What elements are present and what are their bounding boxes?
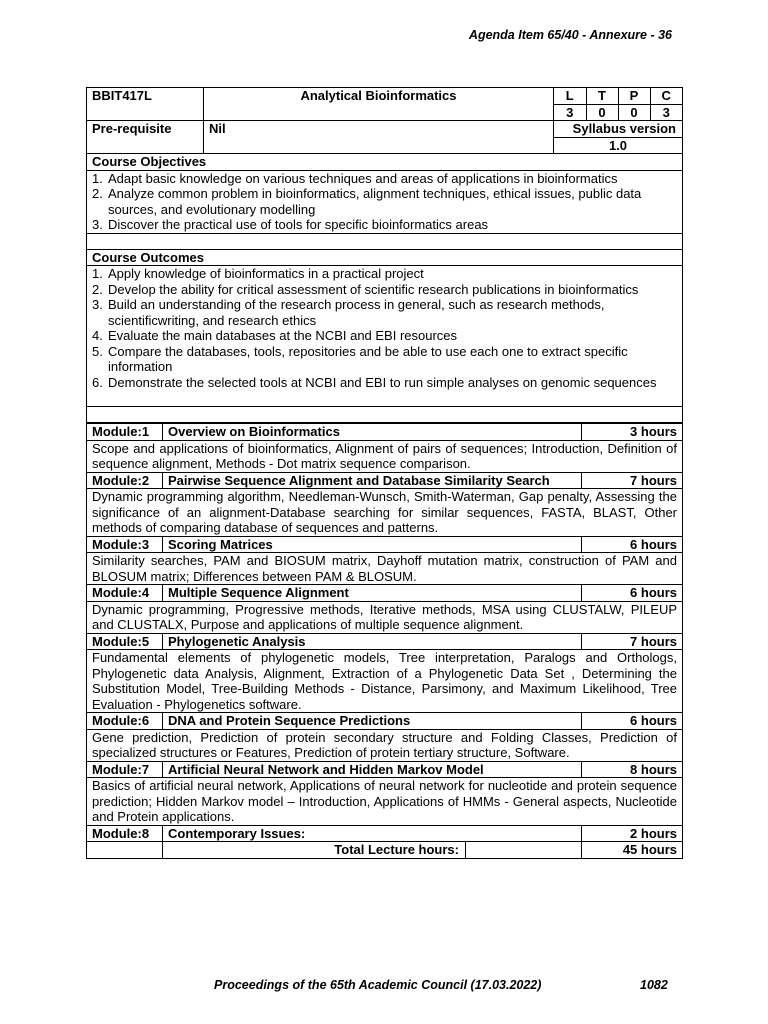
module-header-row	[87, 633, 683, 650]
outcomes-heading: Course Outcomes	[87, 249, 683, 266]
module-title: Contemporary Issues:	[163, 825, 582, 842]
module-content: Gene prediction, Prediction of protein secondary structure and Folding Classes, Prediction of specialized structures or Features, Prediction of protein tertiary structure, Software.	[87, 729, 683, 761]
list-item	[92, 266, 677, 282]
list-item-text: Build an understanding of the research process in general, such as research methods, scientificwriting, and research ethics	[108, 297, 605, 328]
list-item-number: 2.	[92, 281, 103, 297]
ltpc-header	[554, 88, 683, 121]
module-title: Multiple Sequence Alignment	[163, 585, 582, 602]
list-item-number: 3.	[92, 297, 103, 312]
module-label: Module:4	[87, 585, 163, 602]
module-hours: 7 hours	[582, 472, 683, 489]
module-title: DNA and Protein Sequence Predictions	[163, 713, 582, 730]
list-item	[92, 297, 677, 328]
ltpc-p: P	[618, 88, 650, 104]
list-item	[92, 375, 677, 391]
list-item-text: Analyze common problem in bioinformatics, alignment techniques, ethical issues, public data sources, and evolutionary modelling	[108, 186, 642, 217]
module-content-row	[87, 778, 683, 826]
objectives-heading: Course Objectives	[87, 154, 683, 171]
module-header-row	[87, 472, 683, 489]
list-item-text: Discover the practical use of tools for specific bioinformatics areas	[108, 217, 489, 232]
list-item	[92, 217, 677, 233]
total-empty-cell	[87, 842, 163, 859]
module-hours: 3 hours	[582, 424, 683, 441]
spacer-row	[87, 407, 683, 423]
module-label: Module:5	[87, 633, 163, 650]
list-item-number: 4.	[92, 328, 103, 343]
module-content-row	[87, 489, 683, 537]
ltpc-l: L	[554, 88, 586, 104]
module-content-row	[87, 729, 683, 761]
list-item	[92, 186, 677, 217]
module-hours: 6 hours	[582, 713, 683, 730]
module-content-row	[87, 440, 683, 472]
list-item-number: 1.	[92, 266, 103, 281]
list-item-number: 2.	[92, 186, 103, 201]
list-item-text: Evaluate the main databases at the NCBI and EBI resources	[108, 328, 458, 343]
module-title: Scoring Matrices	[163, 536, 582, 553]
module-content: Dynamic programming, Progressive methods, Iterative methods, MSA using CLUSTALW, PILEUP and CLUSTALX, Purpose and applications of multiple sequence alignment.	[87, 601, 683, 633]
agenda-header: Agenda Item 65/40 - Annexure - 36	[468, 28, 672, 42]
total-label-cell	[163, 842, 582, 859]
list-item-number: 6.	[92, 374, 103, 390]
objectives-list	[87, 170, 683, 233]
footer-page-number: 1082	[640, 978, 668, 992]
module-hours: 6 hours	[582, 536, 683, 553]
list-item	[92, 171, 677, 187]
module-label: Module:2	[87, 472, 163, 489]
ltpc-p-value: 0	[618, 104, 650, 120]
syllabus-cell	[554, 121, 683, 154]
module-label: Module:8	[87, 825, 163, 842]
module-content: Fundamental elements of phylogenetic models, Tree interpretation, Paralogs and Orthologs, Phylogenetic data Analysis, Alignment, Extraction of a Phylogenetic Data Set , Determining the Substitution Model, Tree-Building Methods - Distance, Parsimony, and Maximum Likelihood, Tree Evaluation - Phylogenetics software.	[87, 650, 683, 713]
module-label: Module:6	[87, 713, 163, 730]
module-label: Module:1	[87, 424, 163, 441]
list-item-number: 1.	[92, 170, 103, 186]
course-title: Analytical Bioinformatics	[204, 88, 554, 121]
module-header-row	[87, 713, 683, 730]
syllabus-table	[86, 87, 682, 859]
list-item	[92, 282, 677, 298]
module-hours: 7 hours	[582, 633, 683, 650]
list-item-text: Demonstrate the selected tools at NCBI and EBI to run simple analyses on genomic sequences	[108, 374, 657, 390]
module-header-row	[87, 825, 683, 842]
module-title: Artificial Neural Network and Hidden Markov Model	[163, 761, 582, 778]
module-header-row	[87, 585, 683, 602]
module-content-row	[87, 553, 683, 585]
module-hours: 6 hours	[582, 585, 683, 602]
syllabus-version: 1.0	[554, 137, 682, 154]
ltpc-t-value: 0	[586, 104, 618, 120]
list-item	[92, 328, 677, 344]
module-content: Basics of artificial neural network, Applications of neural network for nucleotide and protein sequence prediction; Hidden Markov model – Introduction, Applications of HMMs - General aspects, Nucleotide and Protein applications.	[87, 778, 683, 826]
module-content: Similarity searches, PAM and BIOSUM matrix, Dayhoff mutation matrix, construction of PAM and BLOSUM matrix; Differences between PAM & BLOSUM.	[87, 553, 683, 585]
module-header-row	[87, 536, 683, 553]
module-title: Overview on Bioinformatics	[163, 424, 582, 441]
prereq-label: Pre-requisite	[87, 121, 204, 154]
list-item-text: Adapt basic knowledge on various techniques and areas of applications in bioinformatics	[108, 170, 618, 186]
ltpc-l-value: 3	[554, 104, 586, 120]
list-item-text: Compare the databases, tools, repositories and be able to use each one to extract specific information	[108, 343, 628, 374]
total-value: 45 hours	[582, 842, 683, 859]
list-item	[92, 344, 677, 375]
outcomes-list	[87, 266, 683, 407]
module-content-row	[87, 650, 683, 713]
syllabus-label: Syllabus version	[572, 121, 676, 136]
spacer-row	[87, 233, 683, 249]
ltpc-c-value: 3	[650, 104, 682, 120]
ltpc-t: T	[586, 88, 618, 104]
module-header-row	[87, 424, 683, 441]
course-code: BBIT417L	[87, 88, 204, 121]
list-item-number: 5.	[92, 343, 103, 359]
module-title: Phylogenetic Analysis	[163, 633, 582, 650]
module-header-row	[87, 761, 683, 778]
module-content: Dynamic programming algorithm, Needleman-Wunsch, Smith-Waterman, Gap penalty, Assessing the significance of an alignment-Database searching for similar sequences, FASTA, BLAST, Other methods of comparing database of sequences and patterns.	[87, 489, 683, 537]
total-label: Total Lecture hours:	[163, 842, 466, 858]
module-label: Module:7	[87, 761, 163, 778]
module-content-row	[87, 601, 683, 633]
footer-proceedings: Proceedings of the 65th Academic Council (17.03.2022)	[214, 978, 542, 992]
list-item-text: Apply knowledge of bioinformatics in a practical project	[108, 266, 424, 281]
module-title: Pairwise Sequence Alignment and Database Similarity Search	[163, 472, 582, 489]
module-content: Scope and applications of bioinformatics, Alignment of pairs of sequences; Introduction, Definition of sequence alignment, Methods - Dot matrix sequence comparison.	[87, 440, 683, 472]
module-hours: 8 hours	[582, 761, 683, 778]
total-row	[87, 842, 683, 859]
module-label: Module:3	[87, 536, 163, 553]
list-item-number: 3.	[92, 217, 103, 232]
module-hours: 2 hours	[582, 825, 683, 842]
prereq-value: Nil	[204, 121, 554, 154]
ltpc-c: C	[650, 88, 682, 104]
modules-table	[86, 423, 683, 859]
list-item-text: Develop the ability for critical assessment of scientific research publications in bioinformatics	[108, 281, 639, 297]
